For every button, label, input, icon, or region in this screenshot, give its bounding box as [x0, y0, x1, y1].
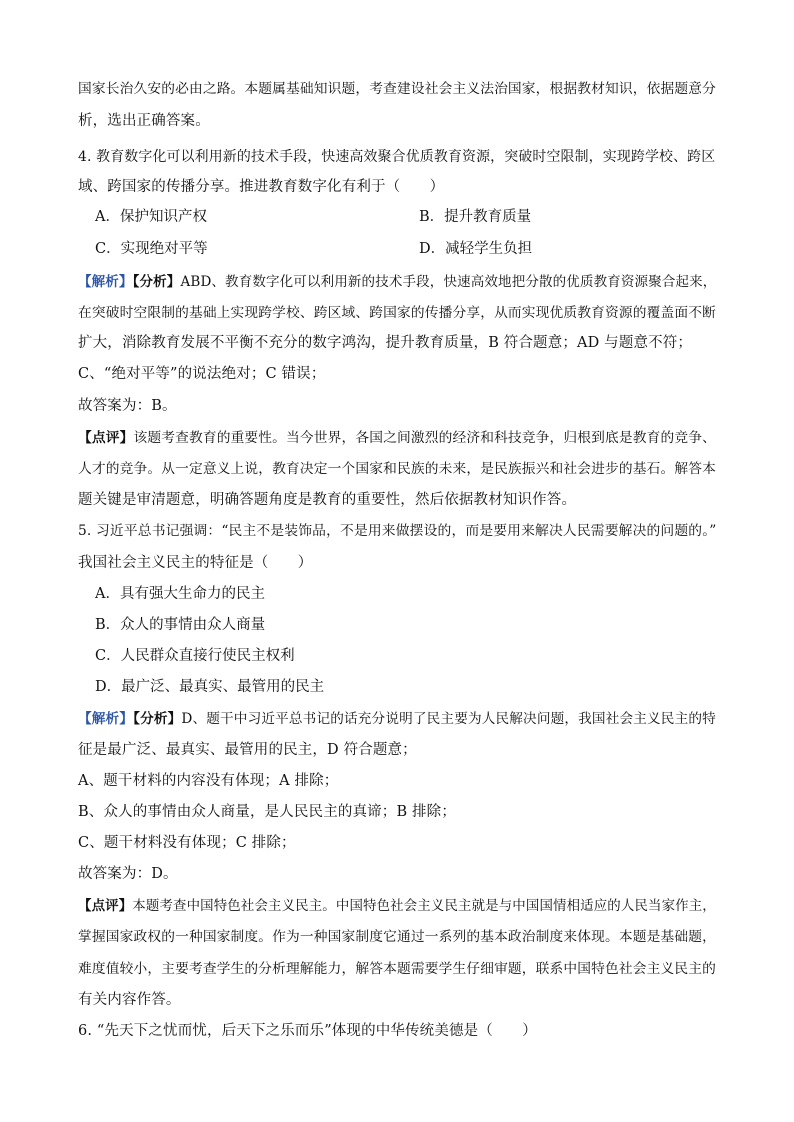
q5-comment-line-2: 掌握国家政权的一种国家制度。作为一种国家制度它通过一系列的基本政治制度来体现。本题是基础题，: [78, 929, 716, 945]
q4-analysis-line-4: C、“绝对平等”的说法绝对；C 错误；: [78, 366, 326, 382]
q4-option-c: C．实现绝对平等: [95, 241, 208, 257]
q4-option-b: B．提升教育质量: [419, 209, 532, 225]
q5-stem-line-2: 我国社会主义民主的特征是（ ）: [78, 555, 313, 571]
q4-stem-line-2: 域、跨国家的传播分享。推进教育数字化有利于（ ）: [78, 179, 445, 195]
fenxi-tag: 【分析】: [133, 711, 182, 727]
q5-option-a: A．具有强大生命力的民主: [95, 586, 265, 602]
q4-comment-line-2: 人才的竞争。从一定意义上说，教育决定一个国家和民族的未来，是民族振兴和社会进步的基石。解答本: [78, 461, 716, 477]
q5-option-c: C．人民群众直接行使民主权利: [95, 648, 295, 664]
q4-option-a: A．保护知识产权: [95, 209, 207, 225]
q5-analysis-line-3: A、题干材料的内容没有体现；A 排除；: [78, 773, 339, 789]
q6-stem-line-1: 6. “先天下之忧而忧，后天下之乐而乐”体现的中华传统美德是（ ）: [78, 1023, 537, 1039]
q5-analysis-text-1: D、题干中习近平总书记的话充分说明了民主要为人民解决问题，我国社会主义民主的特: [181, 711, 716, 727]
fenxi-tag: 【分析】: [132, 274, 181, 290]
q5-stem-line-1: 5. 习近平总书记强调：“民主不是装饰品，不是用来做摆设的，而是要用来解决人民需要解决的问题的。”: [78, 523, 717, 539]
carry-line-2: 析，选出正确答案。: [78, 113, 210, 129]
q4-option-d: D．减轻学生负担: [419, 241, 533, 257]
jiexi-tag: 【解析】: [78, 711, 134, 727]
q4-comment-line-3: 题关键是审清题意，明确答题角度是教育的重要性，然后依据教材知识作答。: [78, 492, 577, 508]
q4-answer: 故答案为：B。: [78, 398, 177, 414]
q5-answer: 故答案为：D。: [78, 866, 178, 882]
dianping-tag: 【点评】: [78, 430, 134, 446]
q5-comment-line-1: [78, 896, 716, 917]
q5-analysis-line-2: 征是最广泛、最真实、最管用的民主，D 符合题意；: [78, 742, 417, 758]
jiexi-tag: 【解析】: [78, 274, 133, 290]
q5-comment-line-4: 有关内容作答。: [78, 992, 181, 1008]
q4-analysis-text-1: ABD、教育数字化可以利用新的技术手段，快速高效地把分散的优质教育资源聚合起来，: [180, 274, 717, 290]
q5-option-b: B．众人的事情由众人商量: [95, 617, 266, 633]
carry-line-1: 国家长治久安的必由之路。本题属基础知识题，考查建设社会主义法治国家，根据教材知识，依据题意分: [78, 81, 716, 97]
dianping-tag: 【点评】: [78, 898, 133, 914]
q4-analysis-line-1: [78, 272, 716, 292]
q5-analysis-line-5: C、题干材料没有体现；C 排除；: [78, 835, 296, 851]
q5-option-d: D．最广泛、最真实、最管用的民主: [95, 679, 325, 695]
q4-comment-text-1: 该题考查教育的重要性。当今世界，各国之间激烈的经济和科技竞争，归根到底是教育的竞争、: [133, 430, 716, 446]
q5-analysis-line-1: [78, 709, 716, 729]
q4-analysis-line-3: 扩大，消除教育发展不平衡不充分的数字鸿沟，提升教育质量，B 符合题意；AD 与题意不符；: [78, 335, 693, 351]
q5-comment-line-3: 难度值较小，主要考查学生的分析理解能力，解答本题需要学生仔细审题，联系中国特色社会主义民主的: [78, 961, 716, 977]
q5-analysis-line-4: B、众人的事情由众人商量，是人民民主的真谛；B 排除；: [78, 804, 456, 820]
q4-analysis-line-2: 在突破时空限制的基础上实现跨学校、跨区域、跨国家的传播分享，从而实现优质教育资源的覆盖面不断: [78, 305, 716, 321]
q4-stem-line-1: 4. 教育数字化可以利用新的技术手段，快速高效聚合优质教育资源，突破时空限制，实现跨学校、跨区: [78, 149, 716, 165]
q5-comment-text-1: 本题考查中国特色社会主义民主。中国特色社会主义民主就是与中国国情相适应的人民当家作主，: [132, 899, 716, 914]
q4-comment-line-1: [78, 428, 716, 448]
